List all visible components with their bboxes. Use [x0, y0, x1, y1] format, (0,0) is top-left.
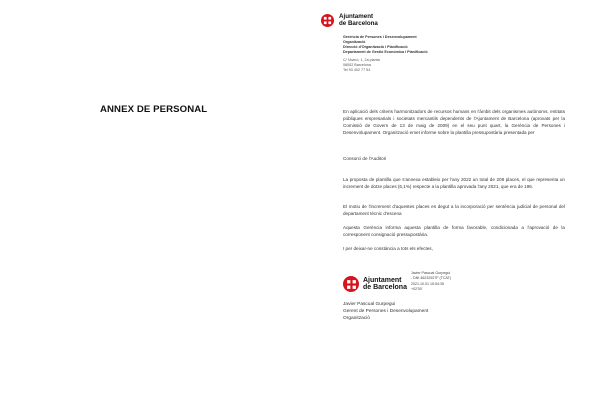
dept-line: Direcció d'Organització i Planificació	[343, 45, 408, 49]
paragraph-proposal: La proposta de plantilla que s'annexa estableix per l'any 2022 un total de 208 places, el que representa un increment de dotze places (6,1%) respecte a la plantilla aprovada l'any 2021, que era de 196.	[343, 177, 565, 189]
address-line: 08002 Barcelona	[343, 62, 371, 67]
logo-wordmark	[339, 14, 378, 27]
paragraph-reason: El motiu de l'increment d'aquestes places es degut a la incorporació per sentència judicial de personal del departament tècnic d'escena	[343, 204, 565, 216]
signature-wordmark	[363, 277, 407, 291]
city-council-logo	[321, 14, 378, 27]
dept-line: Organització	[343, 40, 366, 44]
digital-signature	[343, 271, 471, 293]
shield-icon	[321, 14, 334, 27]
logo-line-1: Ajuntament	[339, 13, 374, 20]
sig-info-line: - DNI 46232927F (TCAT)	[410, 276, 452, 281]
sig-logo-line-1: Ajuntament	[363, 276, 402, 284]
signer-block	[343, 301, 428, 322]
address-line: Tel 93 402 77 54	[343, 67, 371, 72]
address-line: C/ l'Avinó, 1, 2a planta	[343, 58, 380, 62]
annex-title: ANNEX DE PERSONAL	[100, 104, 208, 115]
logo-line-2: de Barcelona	[339, 19, 378, 27]
signer-unit: Organització	[343, 316, 370, 321]
sig-logo-line-2: de Barcelona	[363, 284, 407, 291]
paragraph-favorable: Aquesta Gerència informa aquesta plantilla de forma favorable, condicionada a l'aprovació de la corresponent consignació pressupostària.	[343, 225, 565, 237]
address-block	[343, 58, 543, 72]
dept-line: Gerència de Persones i Desenvolupament	[343, 35, 417, 39]
paragraph-closing: I per deixar-ne constància a tots els efectes,	[343, 246, 433, 251]
dept-line: Departament de Gestió Econòmica i Planificació	[343, 50, 428, 54]
shield-icon	[343, 276, 359, 292]
department-block	[343, 35, 543, 55]
signature-logo	[343, 276, 407, 292]
sig-info-line: +02'00'	[410, 287, 423, 292]
paragraph-entity: Consorci de l'Auditori	[343, 156, 387, 161]
signature-info	[411, 271, 471, 293]
sig-info-line: 2021.10.01 15:54:35	[410, 281, 444, 286]
sig-info-line: Javier Pascual Gurpegui	[410, 271, 451, 275]
signer-name: Javier Pascual Gurpegui	[343, 302, 396, 307]
signer-role: Gerent de Persones i Desenvolupament	[343, 309, 429, 314]
paragraph-criteria: En aplicació dels criteris harmonitzadors de recursos humans en l'àmbit dels organismes autònoms, entitats públiques empresarials i societats mercantils dependents de l'Ajuntament de Barcelona (aprovats per la Comissió de Govern de 13 de maig de 2009) en el seu punt quart, la Gerència de Persones i Desenvolupament. Organització emet informe sobre la plantilla pressupostària presentada per	[343, 109, 565, 135]
